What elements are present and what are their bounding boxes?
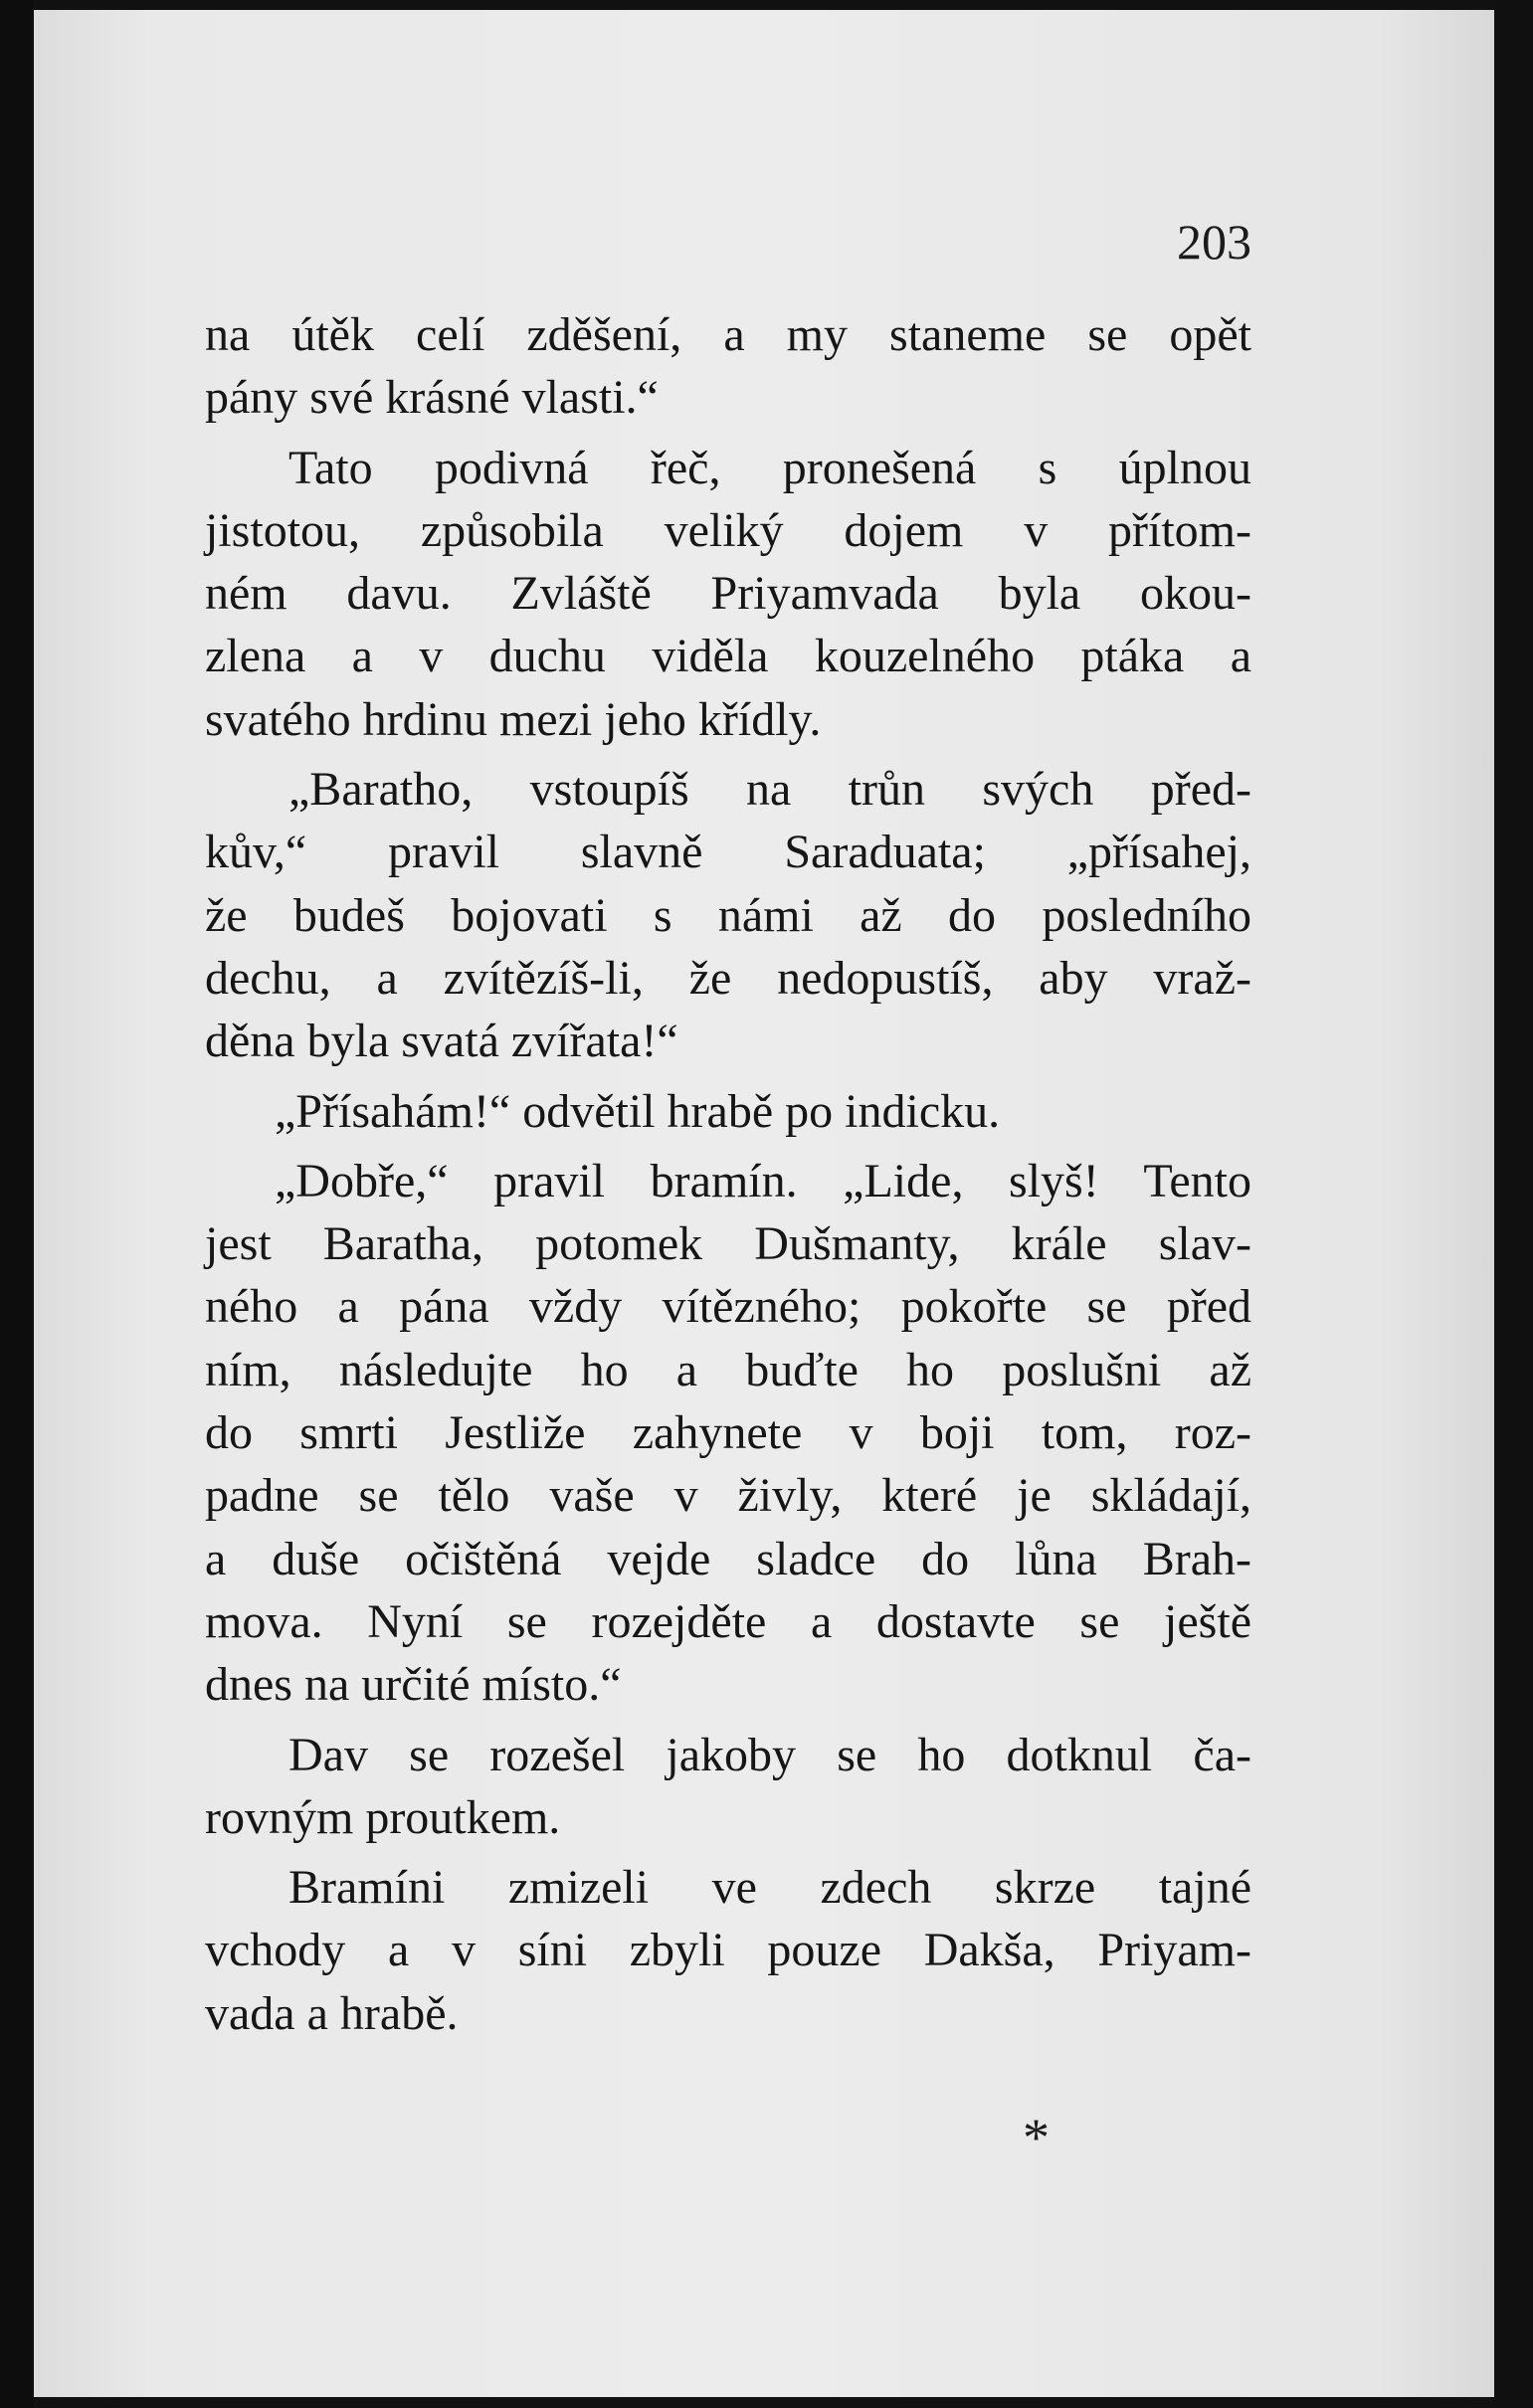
body-text (205, 303, 1251, 2045)
text-line: rovným proutkem. (205, 1790, 561, 1844)
paragraph (205, 1150, 1251, 1717)
text-line: zlena a v duchu viděla kouzelného ptáka a (205, 630, 1251, 683)
text-line: kův,“ pravil slavně Saraduata; „přísahej, (205, 826, 1251, 879)
text-line: dechu, a zvítězíš-li, že nedopustíš, aby vraž- (205, 951, 1251, 1005)
text-line: „Baratho, vstoupíš na trůn svých před- (288, 763, 1251, 817)
text-line: ném davu. Zvláště Priyamvada byla okou- (205, 567, 1251, 621)
text-line: ného a pána vždy vítězného; pokořte se před (205, 1280, 1251, 1334)
text-line: jest Baratha, potomek Dušmanty, krále slav- (205, 1217, 1251, 1271)
page-number: 203 (1177, 214, 1251, 270)
text-line: jistotou, způsobila veliký dojem v přítom- (205, 503, 1251, 557)
text-line: že budeš bojovati s námi až do posledního (205, 888, 1251, 942)
paragraph (205, 1856, 1251, 2045)
text-line: na útěk celí zděšení, a my staneme se opět (205, 308, 1251, 361)
text-line: pány své krásné vlasti.“ (205, 371, 659, 425)
text-line: Dav se rozešel jakoby se ho dotknul ča- (288, 1728, 1251, 1781)
text-line: „Přísahám!“ odvětil hrabě po indicku. (275, 1084, 1001, 1138)
text-line: vada a hrabě. (205, 1986, 459, 2040)
paragraph (205, 303, 1251, 430)
right-page-edge (1495, 0, 1533, 2408)
text-line: Bramíni zmizeli ve zdech skrze tajné (288, 1861, 1251, 1915)
section-break-asterisk: * (1023, 2108, 1050, 2167)
text-line: padne se tělo vaše v živly, které je skládají, (205, 1469, 1251, 1523)
text-line: vchody a v síni zbyli pouze Dakša, Priyam- (205, 1924, 1251, 1977)
text-line: Tato podivná řeč, pronešená s úplnou (288, 441, 1251, 494)
text-line: svatého hrdinu mezi jeho křídly. (205, 692, 822, 746)
left-page-edge (0, 0, 34, 2408)
text-line: do smrti Jestliže zahynete v boji tom, roz- (205, 1406, 1251, 1460)
text-line: a duše očištěná vejde sladce do lůna Brah- (205, 1532, 1251, 1585)
paragraph (205, 1080, 1251, 1143)
text-line: „Dobře,“ pravil bramín. „Lide, slyš! Tento (275, 1154, 1251, 1207)
text-line: dnes na určité místo.“ (205, 1658, 622, 1712)
paragraph (205, 758, 1251, 1072)
paragraph (205, 437, 1251, 751)
paragraph (205, 1724, 1251, 1850)
text-line: děna byla svatá zvířata!“ (205, 1015, 678, 1068)
text-line: mova. Nyní se rozejděte a dostavte se ještě (205, 1594, 1251, 1648)
text-line: ním, následujte ho a buďte ho poslušni až (205, 1343, 1251, 1396)
